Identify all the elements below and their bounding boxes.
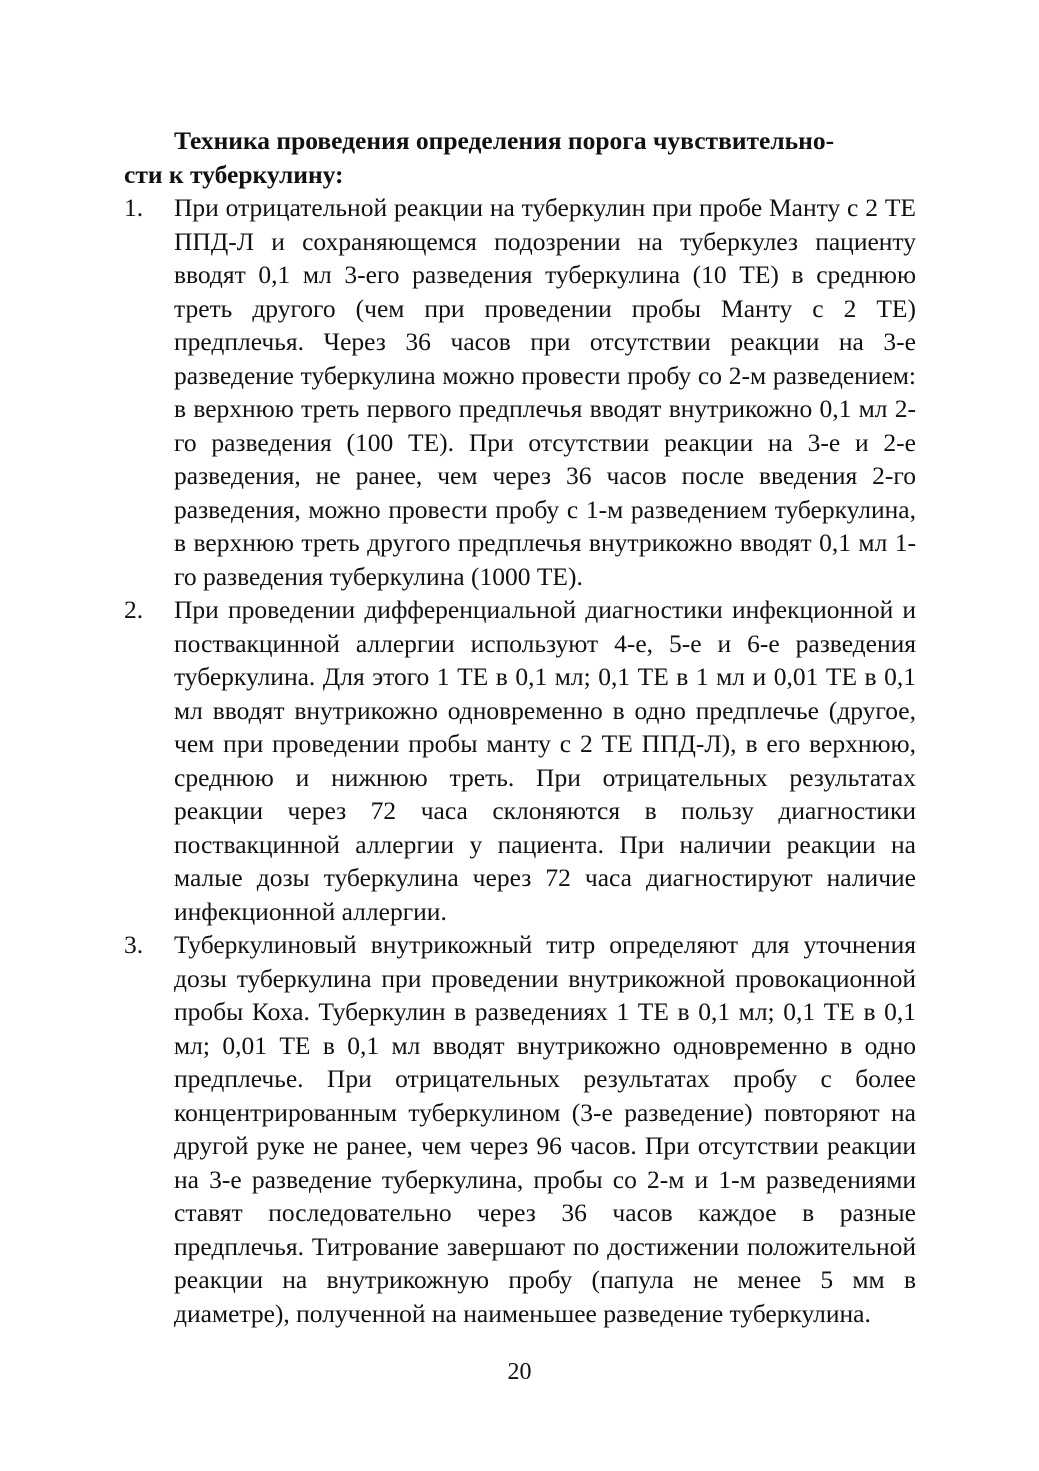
list-item-text: При отрицательной реакции на туберкулин при пробе Манту с 2 ТЕ ППД-Л и сохраняющемся подозрении на туберкулез пациенту вводят 0,1 мл 3-его разведения туберкулина (10 ТЕ) в среднюю треть другого (чем при проведении пробы Манту с 2 ТЕ) предплечья. Через 36 часов при отсутствии реакции на 3-е разведение туберкулина можно провести пробу со 2-м разведением: в верхнюю треть первого предплечья вводят внутрикожно 0,1 мл 2-го разведения (100 ТЕ). При отсутствии реакции на 3-е и 2-е разведения, не ранее, чем через 36 часов после введения 2-го разведения, можно провести пробу с 1-м разведением туберкулина, в верхнюю треть другого предплечья внутрикожно вводят 0,1 мл 1-го разведения туберкулина (1000 ТЕ).: [174, 193, 916, 591]
list-item: [124, 928, 916, 1330]
section-heading-line-2: сти к туберкулину:: [124, 159, 344, 189]
list-item: [124, 593, 916, 928]
list-item-number: 1.: [124, 193, 144, 222]
page-content: [124, 124, 916, 1330]
list-item: [124, 191, 916, 593]
page-number: 20: [507, 1359, 532, 1385]
list-item-text: Туберкулиновый внутрикожный титр определяют для уточнения дозы туберкулина при проведении внутрикожной провокационной пробы Коха. Туберкулин в разведениях 1 ТЕ в 0,1 мл; 0,1 ТЕ в 0,1 мл; 0,01 ТЕ в 0,1 мл вводят внутрикожно одновременно в одно предплечье. При отрицательных результатах пробу с более концентрированным туберкулином (3-е разведение) повторяют на другой руке не ранее, чем через 96 часов. При отсутствии реакции на 3-е разведение туберкулина, пробы со 2-м и 1-м разведениями ставят последовательно через 36 часов каждое в разные предплечья. Титрование завершают по достижении положительной реакции на внутрикожную пробу (папула не менее 5 мм в диаметре), полученной на наименьшее разведение туберкулина.: [174, 930, 916, 1328]
procedure-list: [124, 191, 916, 1330]
list-item-number: 2.: [124, 595, 144, 624]
list-item-number: 3.: [124, 930, 144, 959]
section-heading-line-1: Техника проведения определения порога чувствительно-: [174, 126, 835, 155]
list-item-text: При проведении дифференциальной диагностики инфекционной и поствакцинной аллергии используют 4-е, 5-е и 6-е разведения туберкулина. Для этого 1 ТЕ в 0,1 мл; 0,1 ТЕ в 1 мл и 0,01 ТЕ в 0,1 мл вводят внутрикожно одновременно в одно предплечье (другое, чем при проведении пробы манту с 2 ТЕ ППД-Л), в его верхнюю, среднюю и нижнюю треть. При отрицательных результатах реакции через 72 часа склоняются в пользу диагностики поствакцинной аллергии у пациента. При наличии реакции на малые дозы туберкулина через 72 часа диагностируют наличие инфекционной аллергии.: [174, 595, 916, 926]
